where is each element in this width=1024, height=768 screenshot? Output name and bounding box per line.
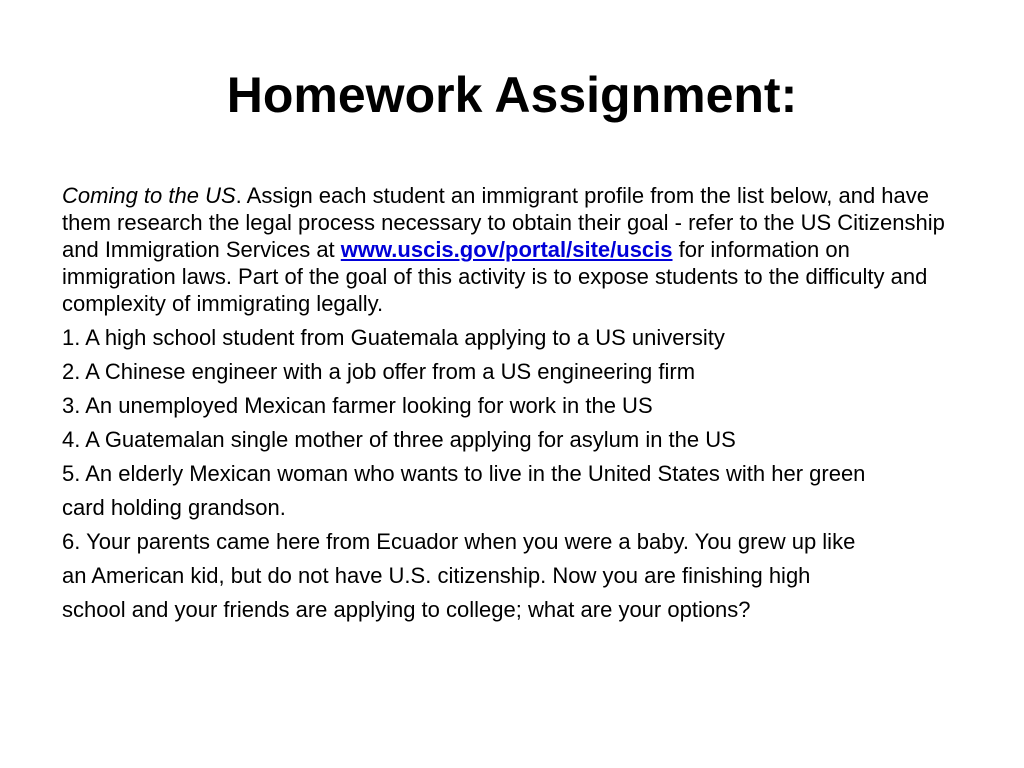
profile-item-5: 5. An elderly Mexican woman who wants to live in the United States with her green (62, 461, 866, 486)
profile-item-6: 6. Your parents came here from Ecuador when you were a baby. You grew up like (62, 529, 856, 554)
profile-item-2: 2. A Chinese engineer with a job offer from a US engineering firm (62, 359, 696, 384)
slide-body (62, 182, 962, 623)
profile-item-6-continued-1: an American kid, but do not have U.S. citizenship. Now you are finishing high (62, 563, 811, 588)
profile-item-4: 4. A Guatemalan single mother of three applying for asylum in the US (62, 427, 736, 452)
profile-item-3: 3. An unemployed Mexican farmer looking for work in the US (62, 393, 653, 418)
uscis-link[interactable]: www.uscis.gov/portal/site/uscis (340, 237, 673, 262)
intro-italic-lead: Coming to the US (62, 183, 236, 208)
profile-item-6-continued-2: school and your friends are applying to college; what are your options? (62, 597, 751, 622)
intro-text-after-link: for information on immigration laws. Part of the goal of this activity is to expose students to the difficulty and complexity of immigrating legally. (62, 237, 928, 316)
profile-item-5-continued: card holding grandson. (62, 495, 286, 520)
slide-title: Homework Assignment: (226, 67, 798, 123)
intro-text-before-link: . Assign each student an immigrant profile from the list below, and have them research the legal process necessary to obtain their goal - refer to the US Citizenship and Immigration Services at (62, 183, 945, 262)
intro-paragraph (62, 182, 962, 317)
profile-item-1: 1. A high school student from Guatemala applying to a US university (62, 325, 725, 350)
